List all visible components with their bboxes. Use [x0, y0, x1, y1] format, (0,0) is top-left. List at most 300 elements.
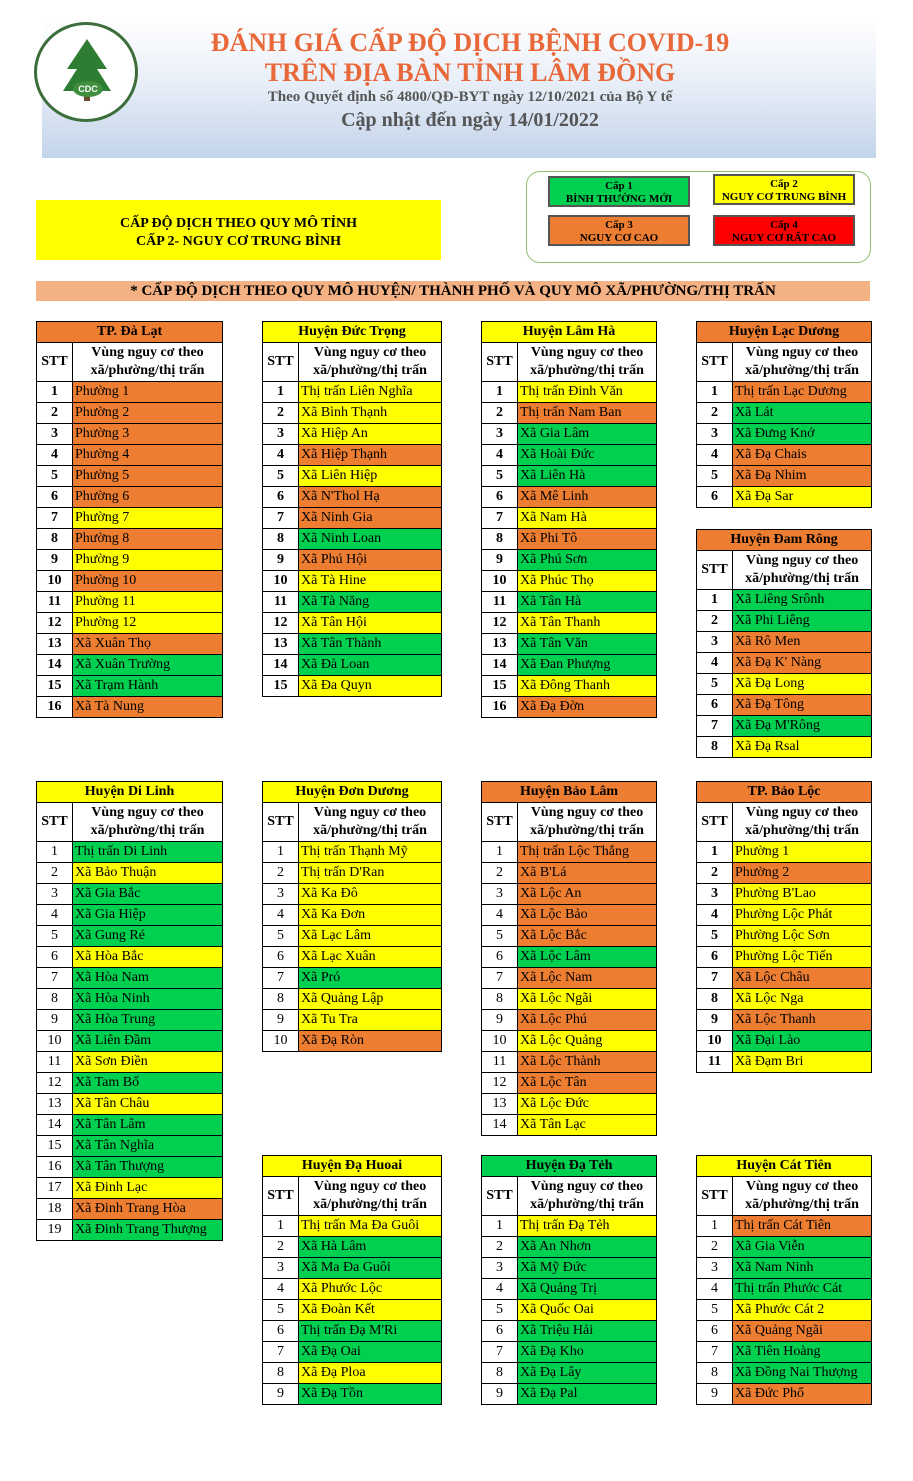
row-number: 1: [482, 382, 518, 403]
commune-name: Xã Đạ Oai: [299, 1342, 442, 1363]
district-table: [36, 321, 223, 718]
table-row: [263, 1258, 442, 1279]
table-row: [263, 382, 442, 403]
table-row: [482, 1115, 657, 1136]
row-number: 10: [263, 1031, 299, 1052]
table-row: [697, 1279, 872, 1300]
table-row: [482, 634, 657, 655]
row-number: 3: [263, 424, 299, 445]
table-row: [482, 550, 657, 571]
table-row: [482, 382, 657, 403]
commune-name: Xã N'Thol Hạ: [299, 487, 442, 508]
commune-name: Xã Đà Loan: [299, 655, 442, 676]
row-number: 3: [482, 1258, 518, 1279]
commune-name: Thị trấn Liên Nghĩa: [299, 382, 442, 403]
table-row: [482, 424, 657, 445]
stt-header: STT: [482, 803, 518, 842]
table-row: [697, 863, 872, 884]
district-name: Huyện Bảo Lâm: [482, 782, 657, 803]
row-number: 10: [697, 1031, 733, 1052]
commune-name: Xã Lộc Châu: [733, 968, 872, 989]
table-row: [263, 1216, 442, 1237]
row-number: 4: [697, 905, 733, 926]
row-number: 4: [263, 905, 299, 926]
table-row: [697, 968, 872, 989]
table-row: [37, 676, 223, 697]
cdc-badge: CDC: [73, 81, 103, 97]
table-row: [697, 947, 872, 968]
row-number: 11: [263, 592, 299, 613]
commune-name: Xã Hòa Nam: [73, 968, 223, 989]
commune-name: Xã Tiên Hoàng: [733, 1342, 872, 1363]
commune-name: Xã Tân Văn: [518, 634, 657, 655]
table-row: [263, 1010, 442, 1031]
row-number: 3: [697, 424, 733, 445]
commune-name: Xã Phước Lộc: [299, 1279, 442, 1300]
commune-name: Xã Phi Tô: [518, 529, 657, 550]
table-row: [37, 884, 223, 905]
commune-name: Xã Xuân Thọ: [73, 634, 223, 655]
legend-level-3: [548, 215, 690, 246]
commune-name: Xã Tân Thành: [299, 634, 442, 655]
commune-name: Xã Tân Lâm: [73, 1115, 223, 1136]
table-row: [482, 947, 657, 968]
commune-name: Xã Đạ Chais: [733, 445, 872, 466]
row-number: 7: [263, 968, 299, 989]
commune-name: Xã Phúc Thọ: [518, 571, 657, 592]
row-number: 7: [697, 716, 733, 737]
table-row: [263, 947, 442, 968]
table-row: [697, 653, 872, 674]
row-number: 2: [697, 611, 733, 632]
table-row: [482, 655, 657, 676]
table-row: [263, 508, 442, 529]
row-number: 3: [697, 632, 733, 653]
stt-header: STT: [697, 1177, 733, 1216]
district-table: [696, 321, 872, 508]
row-number: 1: [482, 1216, 518, 1237]
legend-level-1: [548, 176, 690, 207]
stt-header: STT: [482, 343, 518, 382]
commune-name: Xã Quảng Lập: [299, 989, 442, 1010]
row-number: 4: [263, 445, 299, 466]
commune-name: Xã Đạ Lây: [518, 1363, 657, 1384]
commune-name: Xã Đinh Trang Thượng: [73, 1220, 223, 1241]
commune-name: Xã Trạm Hành: [73, 676, 223, 697]
table-row: [263, 676, 442, 697]
commune-name: Phường 10: [73, 571, 223, 592]
table-row: [37, 1136, 223, 1157]
row-number: 2: [263, 863, 299, 884]
row-number: 10: [482, 571, 518, 592]
commune-name: Xã Lộc Quảng: [518, 1031, 657, 1052]
row-number: 9: [482, 1010, 518, 1031]
row-number: 8: [482, 1363, 518, 1384]
table-row: [697, 611, 872, 632]
table-row: [263, 550, 442, 571]
table-row: [482, 989, 657, 1010]
table-row: [697, 674, 872, 695]
row-number: 3: [697, 1258, 733, 1279]
row-number: 7: [37, 968, 73, 989]
commune-name: Xã Hòa Ninh: [73, 989, 223, 1010]
commune-name: Xã Gung Ré: [73, 926, 223, 947]
stt-header: STT: [263, 1177, 299, 1216]
table-row: [263, 424, 442, 445]
table-row: [263, 1031, 442, 1052]
commune-name: Xã Mê Linh: [518, 487, 657, 508]
row-number: 5: [37, 466, 73, 487]
commune-name: Xã Bảo Thuận: [73, 863, 223, 884]
table-row: [697, 737, 872, 758]
legend-level-1-label: Cấp 1: [605, 180, 633, 192]
commune-name: Xã Đạ Nhim: [733, 466, 872, 487]
page-title-line2: TRÊN ĐỊA BÀN TỈNH LÂM ĐỒNG: [264, 58, 676, 87]
table-row: [263, 842, 442, 863]
commune-name: Xã Đạ Rsal: [733, 737, 872, 758]
commune-name: Phường 4: [73, 445, 223, 466]
commune-name: Xã Tà Hine: [299, 571, 442, 592]
row-number: 3: [263, 884, 299, 905]
table-row: [263, 487, 442, 508]
row-number: 12: [482, 1073, 518, 1094]
table-row: [37, 613, 223, 634]
stt-header: STT: [37, 343, 73, 382]
commune-name: Phường 12: [73, 613, 223, 634]
row-number: 8: [482, 989, 518, 1010]
district-table: [696, 781, 872, 1073]
commune-name: Xã Đại Lào: [733, 1031, 872, 1052]
commune-name: Phường 8: [73, 529, 223, 550]
table-row: [482, 487, 657, 508]
commune-name: Phường 7: [73, 508, 223, 529]
table-row: [37, 571, 223, 592]
table-row: [482, 1321, 657, 1342]
commune-name: Xã Tân Nghĩa: [73, 1136, 223, 1157]
commune-name: Xã Tà Năng: [299, 592, 442, 613]
table-row: [697, 1300, 872, 1321]
row-number: 15: [37, 676, 73, 697]
table-row: [263, 1300, 442, 1321]
commune-name: Xã Bình Thạnh: [299, 403, 442, 424]
row-number: 6: [482, 487, 518, 508]
commune-name: Xã Đạ Kho: [518, 1342, 657, 1363]
table-row: [37, 905, 223, 926]
table-row: [482, 1384, 657, 1405]
row-number: 10: [37, 571, 73, 592]
commune-name: Xã Gia Hiệp: [73, 905, 223, 926]
row-number: 7: [482, 968, 518, 989]
row-number: 13: [37, 634, 73, 655]
table-row: [482, 926, 657, 947]
commune-name: Xã Rô Men: [733, 632, 872, 653]
commune-name: Xã Đạ Ròn: [299, 1031, 442, 1052]
zone-header: Vùng nguy cơ theo xã/phường/thị trấn: [733, 551, 872, 590]
row-number: 3: [697, 884, 733, 905]
stt-header: STT: [482, 1177, 518, 1216]
commune-name: Xã Hiệp Thạnh: [299, 445, 442, 466]
commune-name: Xã Tân Châu: [73, 1094, 223, 1115]
stt-header: STT: [37, 803, 73, 842]
commune-name: Xã Tân Thượng: [73, 1157, 223, 1178]
table-row: [482, 968, 657, 989]
table-row: [482, 508, 657, 529]
commune-name: Xã Hiệp An: [299, 424, 442, 445]
commune-name: Xã Lộc Ngãi: [518, 989, 657, 1010]
table-row: [37, 1157, 223, 1178]
commune-name: Xã Liêng Srônh: [733, 590, 872, 611]
row-number: 10: [37, 1031, 73, 1052]
row-number: 7: [482, 1342, 518, 1363]
table-row: [263, 905, 442, 926]
table-row: [263, 926, 442, 947]
table-row: [263, 1279, 442, 1300]
row-number: 5: [697, 466, 733, 487]
row-number: 3: [37, 884, 73, 905]
table-row: [697, 1237, 872, 1258]
row-number: 11: [697, 1052, 733, 1073]
table-row: [482, 863, 657, 884]
table-row: [37, 592, 223, 613]
table-row: [37, 403, 223, 424]
commune-name: Xã Liên Hà: [518, 466, 657, 487]
row-number: 4: [482, 1279, 518, 1300]
province-level-box: [36, 200, 441, 260]
table-row: [37, 529, 223, 550]
commune-name: Xã Lộc Bắc: [518, 926, 657, 947]
table-row: [263, 655, 442, 676]
row-number: 3: [263, 1258, 299, 1279]
row-number: 4: [37, 445, 73, 466]
legend-level-3-label: Cấp 3: [605, 219, 633, 231]
commune-name: Xã Hoài Đức: [518, 445, 657, 466]
row-number: 9: [263, 550, 299, 571]
table-row: [263, 1321, 442, 1342]
table-row: [263, 1363, 442, 1384]
commune-name: Xã Lộc Nga: [733, 989, 872, 1010]
table-row: [37, 863, 223, 884]
commune-name: Xã Lạc Lâm: [299, 926, 442, 947]
zone-header: Vùng nguy cơ theo xã/phường/thị trấn: [73, 803, 223, 842]
row-number: 13: [37, 1094, 73, 1115]
table-row: [37, 445, 223, 466]
district-name: Huyện Di Linh: [37, 782, 223, 803]
row-number: 13: [482, 634, 518, 655]
commune-name: Phường 2: [733, 863, 872, 884]
table-row: [697, 695, 872, 716]
table-row: [263, 1237, 442, 1258]
commune-name: Xã Tà Nung: [73, 697, 223, 718]
table-row: [697, 1216, 872, 1237]
table-row: [482, 592, 657, 613]
table-row: [697, 445, 872, 466]
table-row: [482, 1342, 657, 1363]
stt-header: STT: [263, 803, 299, 842]
row-number: 1: [697, 590, 733, 611]
commune-name: Xã Phú Hội: [299, 550, 442, 571]
row-number: 1: [263, 842, 299, 863]
district-name: Huyện Lạc Dương: [697, 322, 872, 343]
table-row: [697, 842, 872, 863]
zone-header: Vùng nguy cơ theo xã/phường/thị trấn: [73, 343, 223, 382]
commune-name: Xã Lộc Phú: [518, 1010, 657, 1031]
row-number: 1: [697, 382, 733, 403]
commune-name: Xã Gia Lâm: [518, 424, 657, 445]
district-table: [696, 1155, 872, 1405]
table-row: [697, 403, 872, 424]
legend-level-4-desc: NGUY CƠ RẤT CAO: [731, 232, 837, 244]
table-row: [263, 863, 442, 884]
table-row: [482, 1237, 657, 1258]
cdc-logo: [34, 22, 138, 122]
table-row: [697, 487, 872, 508]
table-row: [697, 590, 872, 611]
table-row: [37, 550, 223, 571]
commune-name: Thị trấn D'Ran: [299, 863, 442, 884]
district-name: Huyện Đạ Huoai: [263, 1156, 442, 1177]
row-number: 13: [263, 634, 299, 655]
row-number: 4: [482, 905, 518, 926]
table-row: [37, 989, 223, 1010]
table-row: [37, 466, 223, 487]
table-row: [482, 466, 657, 487]
commune-name: Thị trấn Đinh Văn: [518, 382, 657, 403]
row-number: 18: [37, 1199, 73, 1220]
table-row: [482, 1258, 657, 1279]
row-number: 5: [697, 926, 733, 947]
table-row: [37, 655, 223, 676]
row-number: 5: [263, 926, 299, 947]
table-row: [482, 1300, 657, 1321]
row-number: 5: [482, 926, 518, 947]
row-number: 4: [697, 653, 733, 674]
row-number: 2: [37, 403, 73, 424]
commune-name: Xã Lộc Thanh: [733, 1010, 872, 1031]
table-row: [482, 1279, 657, 1300]
table-row: [697, 1321, 872, 1342]
zone-header: Vùng nguy cơ theo xã/phường/thị trấn: [518, 343, 657, 382]
updated-date: Cập nhật đến ngày 14/01/2022: [341, 109, 599, 131]
commune-name: Xã Sơn Điền: [73, 1052, 223, 1073]
commune-name: Phường Lộc Phát: [733, 905, 872, 926]
commune-name: Phường 2: [73, 403, 223, 424]
row-number: 1: [263, 382, 299, 403]
row-number: 9: [482, 550, 518, 571]
commune-name: Xã Phi Liêng: [733, 611, 872, 632]
commune-name: Xã Đa Quyn: [299, 676, 442, 697]
table-row: [37, 1031, 223, 1052]
commune-name: Xã Mỹ Đức: [518, 1258, 657, 1279]
row-number: 9: [263, 1010, 299, 1031]
row-number: 14: [263, 655, 299, 676]
row-number: 4: [263, 1279, 299, 1300]
row-number: 6: [697, 947, 733, 968]
commune-name: Xã Ninh Gia: [299, 508, 442, 529]
commune-name: Phường 1: [733, 842, 872, 863]
decision-note: Theo Quyết định số 4800/QĐ-BYT ngày 12/10/2021 của Bộ Y tế: [267, 89, 673, 105]
zone-header: Vùng nguy cơ theo xã/phường/thị trấn: [518, 1177, 657, 1216]
legend-level-2: [713, 174, 855, 205]
commune-name: Xã Lát: [733, 403, 872, 424]
row-number: 8: [263, 529, 299, 550]
row-number: 13: [482, 1094, 518, 1115]
row-number: 6: [697, 1321, 733, 1342]
commune-name: Xã Đạ K' Nàng: [733, 653, 872, 674]
row-number: 9: [263, 1384, 299, 1405]
zone-header: Vùng nguy cơ theo xã/phường/thị trấn: [299, 803, 442, 842]
legend-level-2-label: Cấp 2: [770, 178, 798, 190]
commune-name: Xã Quốc Oai: [518, 1300, 657, 1321]
table-row: [697, 424, 872, 445]
table-row: [697, 1384, 872, 1405]
table-row: [37, 842, 223, 863]
commune-name: Xã Đan Phượng: [518, 655, 657, 676]
commune-name: Xã B'Lá: [518, 863, 657, 884]
commune-name: Xã Quảng Trị: [518, 1279, 657, 1300]
commune-name: Xã Đạ Tồn: [299, 1384, 442, 1405]
row-number: 1: [482, 842, 518, 863]
table-row: [37, 947, 223, 968]
row-number: 1: [697, 1216, 733, 1237]
commune-name: Xã Tân Hội: [299, 613, 442, 634]
table-row: [37, 1220, 223, 1241]
commune-name: Xã Nam Hà: [518, 508, 657, 529]
row-number: 4: [697, 445, 733, 466]
commune-name: Xã Đạm Bri: [733, 1052, 872, 1073]
district-table: [696, 529, 872, 758]
table-row: [482, 905, 657, 926]
table-row: [697, 905, 872, 926]
commune-name: Thị trấn Đạ M'Ri: [299, 1321, 442, 1342]
district-name: Huyện Đức Trọng: [263, 322, 442, 343]
commune-name: Xã Đạ Đờn: [518, 697, 657, 718]
row-number: 14: [482, 655, 518, 676]
commune-name: Xã Gia Viễn: [733, 1237, 872, 1258]
commune-name: Xã Đinh Trang Hòa: [73, 1199, 223, 1220]
table-row: [263, 592, 442, 613]
section-banner: * CẤP ĐỘ DỊCH THEO QUY MÔ HUYỆN/ THÀNH PHỐ VÀ QUY MÔ XÃ/PHƯỜNG/THỊ TRẤN: [36, 281, 870, 301]
table-row: [482, 1031, 657, 1052]
row-number: 9: [37, 550, 73, 571]
commune-name: Xã Ka Đơn: [299, 905, 442, 926]
table-row: [697, 1031, 872, 1052]
district-table: [262, 1155, 442, 1405]
row-number: 2: [697, 403, 733, 424]
table-row: [37, 634, 223, 655]
table-row: [482, 529, 657, 550]
table-row: [482, 571, 657, 592]
row-number: 5: [697, 1300, 733, 1321]
commune-name: Thị trấn Thạnh Mỹ: [299, 842, 442, 863]
row-number: 12: [263, 613, 299, 634]
row-number: 2: [37, 863, 73, 884]
row-number: 8: [37, 529, 73, 550]
row-number: 6: [37, 947, 73, 968]
district-name: Huyện Cát Tiên: [697, 1156, 872, 1177]
row-number: 9: [37, 1010, 73, 1031]
legend-level-2-desc: NGUY CƠ TRUNG BÌNH: [721, 191, 847, 203]
table-row: [482, 403, 657, 424]
commune-name: Xã Ma Đa Guôi: [299, 1258, 442, 1279]
table-row: [697, 926, 872, 947]
row-number: 3: [37, 424, 73, 445]
commune-name: Xã Đạ Sar: [733, 487, 872, 508]
commune-name: Xã Lạc Xuân: [299, 947, 442, 968]
table-row: [37, 1094, 223, 1115]
table-row: [37, 1073, 223, 1094]
commune-name: Xã Lộc Tân: [518, 1073, 657, 1094]
table-row: [263, 445, 442, 466]
